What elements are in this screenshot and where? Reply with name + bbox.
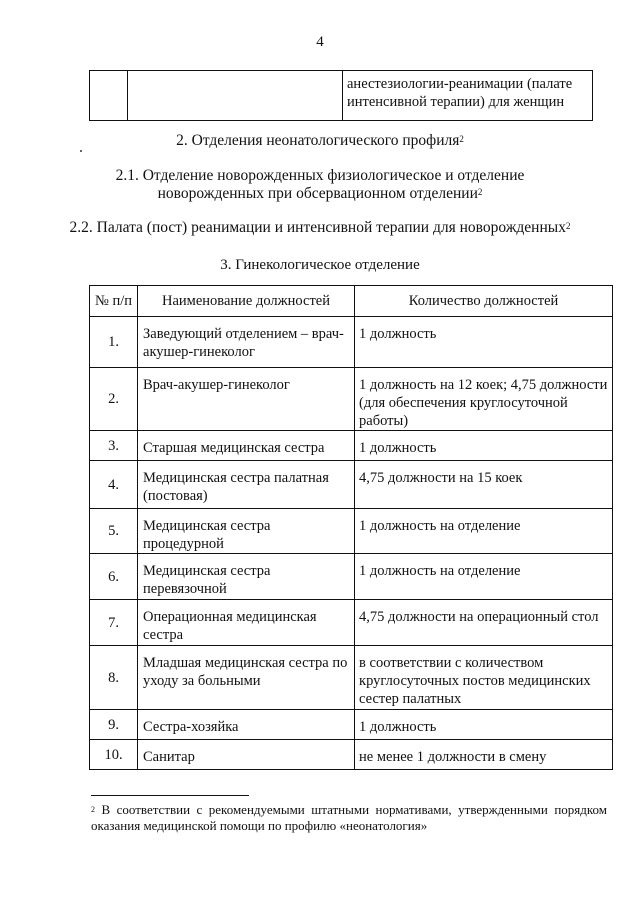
table-row [90,431,613,461]
footnote-text: В соответствии с рекомендуемыми штатными нормативами, утвержденными порядком оказания медицинской помощи по профилю «неонатология» [91,802,607,833]
table-cell [128,71,343,121]
row-qty: 4,75 должности на 15 коек [355,461,613,509]
row-name: Медицинская сестра процедурной [138,509,355,554]
table-row [90,317,613,368]
section-heading-3: 3. Гинекологическое отделение [220,257,420,273]
row-num: 9. [90,710,138,740]
row-name: Медицинская сестра палатная (постовая) [138,461,355,509]
header-qty: Количество должностей [355,286,613,317]
footnote-mark: 2 [91,805,95,814]
table-row [90,740,613,770]
header-name: Наименование должностей [138,286,355,317]
row-num: 3. [90,431,138,461]
heading-text: 2.2. Палата (пост) реанимации и интенсивной терапии для новорожденных [69,219,566,236]
cell-text-line: интенсивной терапии) для женщин [347,94,565,110]
staff-table [89,285,613,770]
row-num: 6. [90,554,138,600]
table-row [90,554,613,600]
row-qty: 1 должность [355,710,613,740]
row-qty: 1 должность [355,431,613,461]
row-qty: 1 должность [355,317,613,368]
row-num: 8. [90,646,138,710]
table-header-row [90,286,613,317]
row-num: 4. [90,461,138,509]
continuation-table [89,70,593,121]
footnote-divider [91,795,249,796]
row-num: 5. [90,509,138,554]
section-heading-2-1 [0,167,640,203]
footnote-ref: 2 [459,134,464,144]
row-num: 1. [90,317,138,368]
section-heading-2 [0,132,640,150]
row-num: 10. [90,740,138,770]
table-row [90,461,613,509]
row-name: Сестра-хозяйка [138,710,355,740]
footnote-ref: 2 [565,221,571,231]
row-qty: 1 должность на отделение [355,554,613,600]
row-name: Медицинская сестра перевязочной [138,554,355,600]
section-heading-2-2 [0,219,640,237]
row-name: Операционная медицинская сестра [138,600,355,646]
heading-text: 2. Отделения неонатологического профиля [176,132,460,149]
row-name: Заведующий отделением – врач-акушер-гинеколог [138,317,355,368]
table-row [90,600,613,646]
row-qty: 4,75 должности на операционный стол [355,600,613,646]
table-cell [90,71,128,121]
table-cell [343,71,593,121]
row-num: 2. [90,368,138,431]
heading-text: 2.1. Отделение новорожденных физиологическое и отделение [115,167,525,184]
page-number: 4 [316,34,324,50]
row-qty: 1 должность на 12 коек; 4,75 должности (для обеспечения круглосуточной работы) [355,368,613,431]
table-row [90,509,613,554]
scan-speck [80,150,82,152]
row-name: Младшая медицинская сестра по уходу за больными [138,646,355,710]
row-qty: 1 должность на отделение [355,509,613,554]
table-row [90,710,613,740]
header-num: № п/п [90,286,138,317]
row-name: Врач-акушер-гинеколог [138,368,355,431]
table-row [90,71,593,121]
row-name: Санитар [138,740,355,770]
table-row [90,368,613,431]
row-qty: в соответствии с количеством круглосуточных постов медицинских сестер палатных [355,646,613,710]
row-name: Старшая медицинская сестра [138,431,355,461]
row-num: 7. [90,600,138,646]
footnote-ref: 2 [477,187,483,197]
heading-text-line2: новорожденных при обсервационном отделении$^2$ [157,185,483,202]
table-row [90,646,613,710]
footnote [91,802,607,834]
row-qty: не менее 1 должности в смену [355,740,613,770]
cell-text-line: анестезиологии-реанимации (палате [347,76,573,92]
